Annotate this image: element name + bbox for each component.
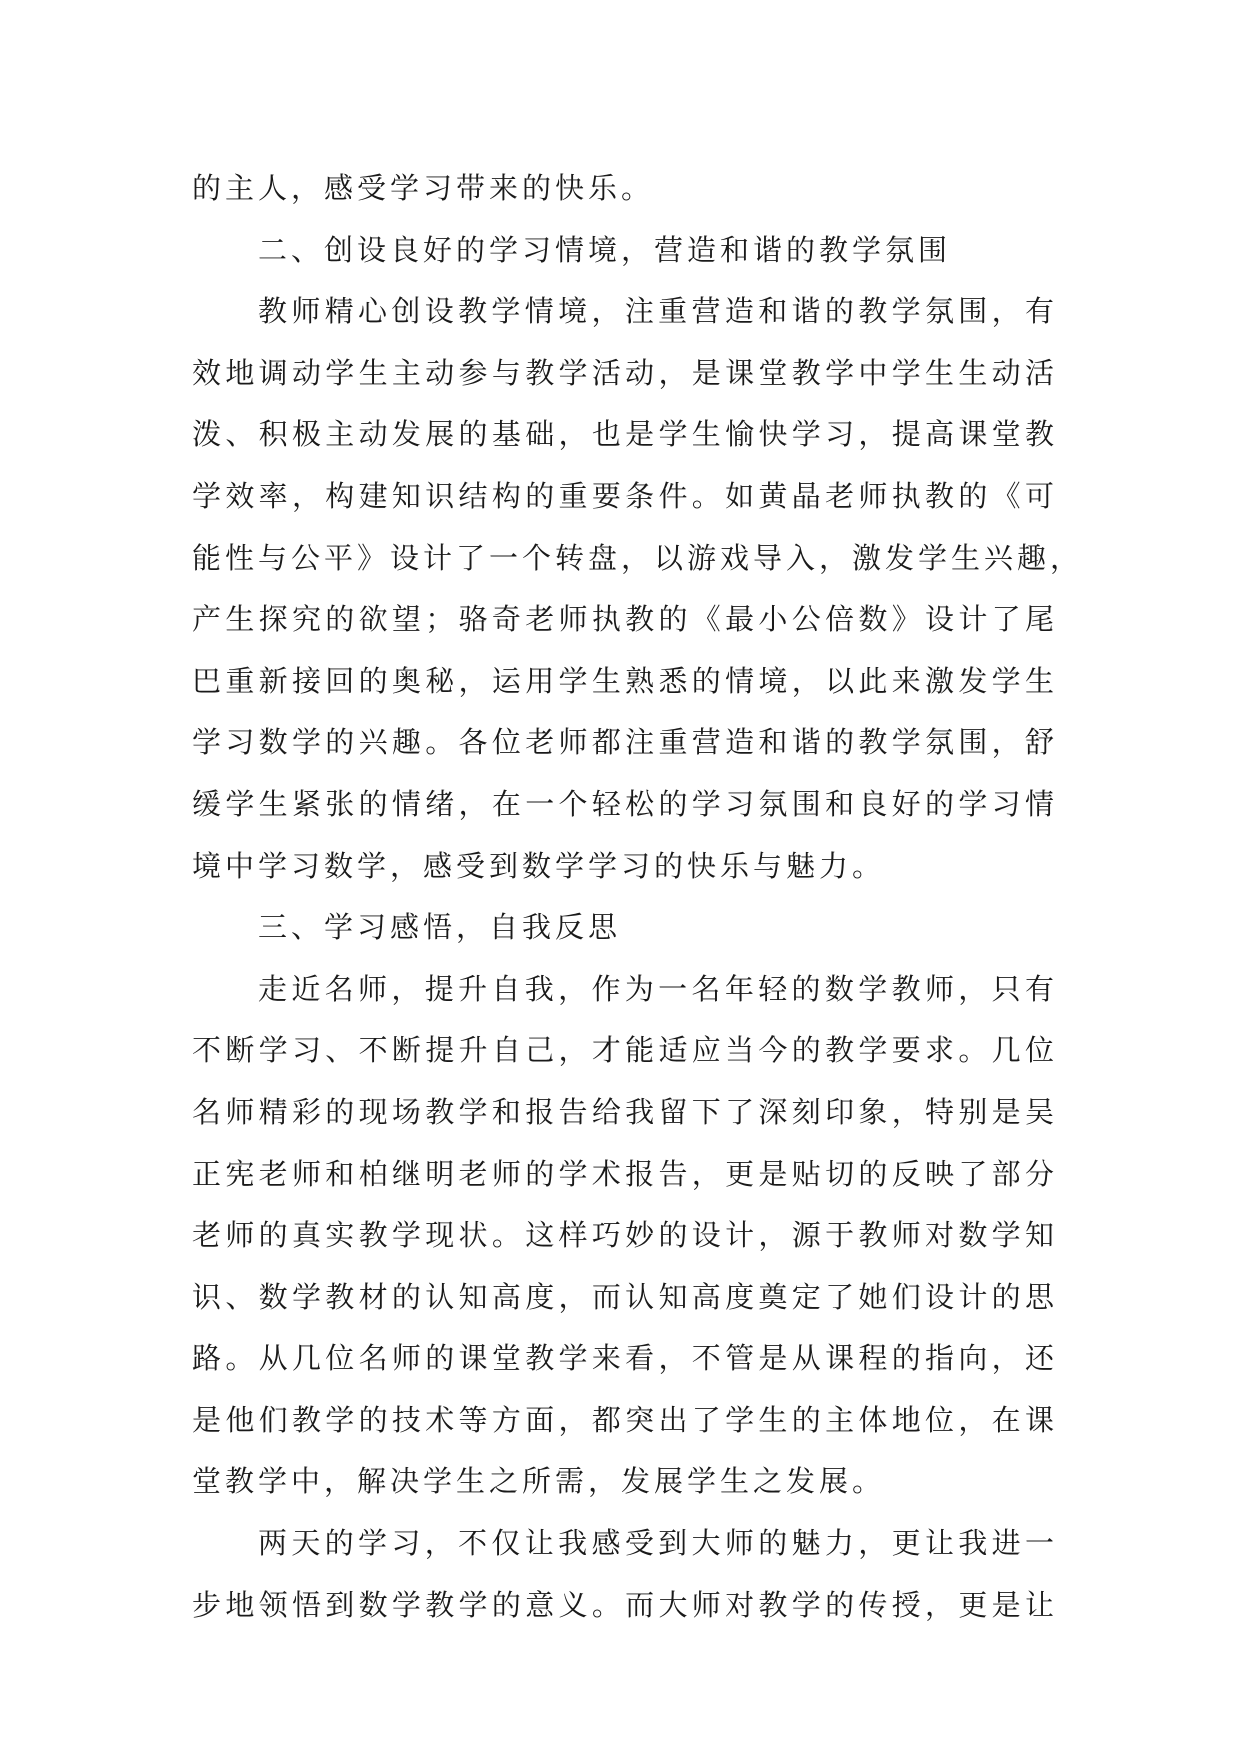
text-line: 学习数学的兴趣。各位老师都注重营造和谐的教学氛围，舒 xyxy=(192,725,1058,760)
text-line: 识、数学教材的认知高度，而认知高度奠定了她们设计的思 xyxy=(192,1279,1058,1314)
text-line: 学效率，构建知识结构的重要条件。如黄晶老师执教的《可 xyxy=(192,478,1058,513)
text-line: 产生探究的欲望；骆奇老师执教的《最小公倍数》设计了尾 xyxy=(192,602,1058,637)
text-line: 境中学习数学，感受到数学学习的快乐与魅力。 xyxy=(192,848,886,883)
body-text xyxy=(192,158,1084,1636)
text-line: 能性与公平》设计了一个转盘，以游戏导入，激发学生兴趣， xyxy=(192,540,1084,575)
text-line: 堂教学中，解决学生之所需，发展学生之发展。 xyxy=(192,1464,886,1499)
text-line: 教师精心创设教学情境，注重营造和谐的教学氛围，有 xyxy=(258,294,1058,329)
text-line: 效地调动学生主动参与教学活动，是课堂教学中学生生动活 xyxy=(192,355,1058,390)
text-line: 正宪老师和柏继明老师的学术报告，更是贴切的反映了部分 xyxy=(192,1156,1058,1191)
text-line: 泼、积极主动发展的基础，也是学生愉快学习，提高课堂教 xyxy=(192,417,1058,452)
text-line: 路。从几位名师的课堂教学来看，不管是从课程的指向，还 xyxy=(192,1341,1058,1376)
text-line: 两天的学习，不仅让我感受到大师的魅力，更让我进一 xyxy=(258,1526,1058,1561)
text-line: 缓学生紧张的情绪，在一个轻松的学习氛围和良好的学习情 xyxy=(192,786,1058,821)
text-line: 老师的真实教学现状。这样巧妙的设计，源于教师对数学知 xyxy=(192,1218,1058,1253)
text-line: 名师精彩的现场教学和报告给我留下了深刻印象，特别是吴 xyxy=(192,1094,1058,1129)
text-line: 的主人，感受学习带来的快乐。 xyxy=(192,171,655,205)
text-line: 不断学习、不断提升自己，才能适应当今的教学要求。几位 xyxy=(192,1033,1058,1068)
section-heading: 三、学习感悟，自我反思 xyxy=(258,910,622,945)
section-heading: 二、创设良好的学习情境，营造和谐的教学氛围 xyxy=(258,232,952,267)
text-line: 是他们教学的技术等方面，都突出了学生的主体地位，在课 xyxy=(192,1402,1058,1437)
text-line: 走近名师，提升自我，作为一名年轻的数学教师，只有 xyxy=(258,971,1058,1006)
text-line: 巴重新接回的奥秘，运用学生熟悉的情境，以此来激发学生 xyxy=(192,663,1058,698)
text-line: 步地领悟到数学教学的意义。而大师对教学的传授，更是让 xyxy=(192,1587,1058,1622)
